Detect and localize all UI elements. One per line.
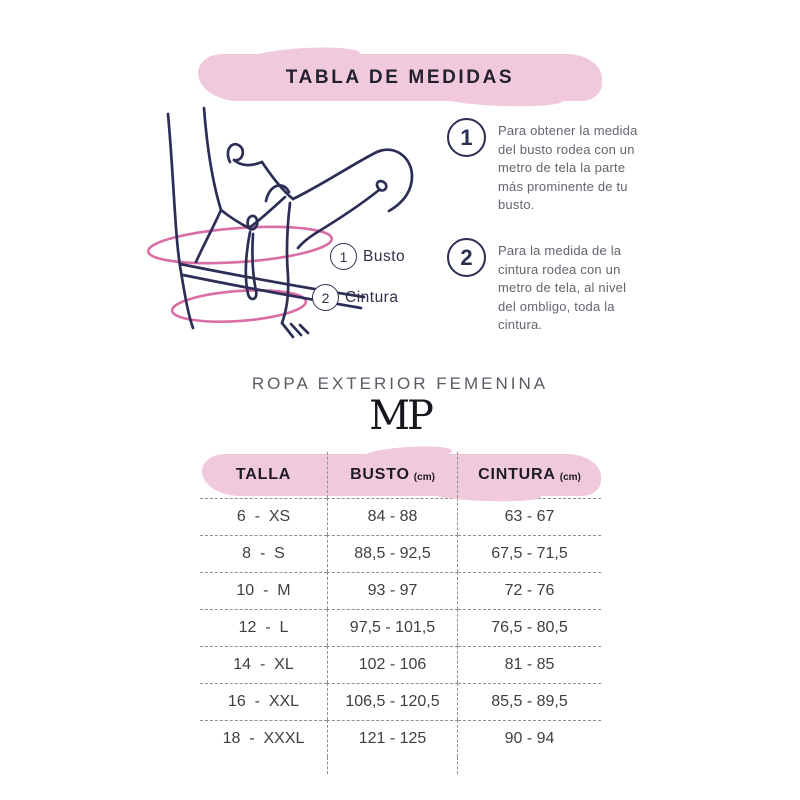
- brand-monogram: MP: [369, 393, 431, 439]
- table-row: 10 - M 93 - 97 72 - 76: [200, 572, 601, 609]
- table-row: 18 - XXXL 121 - 125 90 - 94: [200, 720, 601, 757]
- table-row: 14 - XL 102 - 106 81 - 85: [200, 646, 601, 683]
- bust-callout: [330, 243, 405, 270]
- step-1-badge: 1: [447, 118, 486, 157]
- table-row: 12 - L 97,5 - 101,5 76,5 - 80,5: [200, 609, 601, 646]
- step-2-text: Para la medida de la cintura rodea con un metro de tela, al nivel del ombligo, toda la cintura.: [498, 243, 627, 332]
- waist-callout: [312, 284, 398, 311]
- instruction-step-1: [447, 118, 640, 215]
- torso-line-art: [130, 100, 460, 365]
- waist-number-badge: 2: [312, 284, 339, 311]
- size-table: [200, 452, 601, 774]
- table-bottom-tick: [200, 757, 601, 774]
- measurement-figure: [130, 100, 460, 365]
- section-heading: ROPA EXTERIOR FEMENINA: [251, 374, 549, 393]
- waist-label: Cintura: [345, 288, 399, 306]
- table-row: 6 - XS 84 - 88 63 - 67: [200, 498, 601, 535]
- step-1-text: Para obtener la medida del busto rodea con un metro de tela la parte más prominente de tu busto.: [498, 123, 638, 212]
- column-header-busto: BUSTO (cm): [327, 452, 458, 498]
- instruction-step-2: [447, 238, 640, 335]
- busto-unit: (cm): [413, 471, 435, 483]
- size-table-header: [200, 452, 601, 498]
- page-title: TABLA DE MEDIDAS: [285, 66, 515, 88]
- bust-label: Busto: [363, 247, 406, 265]
- table-row: 16 - XXL 106,5 - 120,5 85,5 - 89,5: [200, 683, 601, 720]
- table-row: 8 - S 88,5 - 92,5 67,5 - 71,5: [200, 535, 601, 572]
- column-header-cintura: CINTURA (cm): [478, 466, 581, 483]
- step-2-badge: 2: [447, 238, 486, 277]
- column-header-talla: TALLA: [235, 466, 292, 483]
- title-highlight-blob: [198, 54, 602, 101]
- bust-number-badge: 1: [330, 243, 357, 270]
- cintura-unit: (cm): [559, 471, 581, 483]
